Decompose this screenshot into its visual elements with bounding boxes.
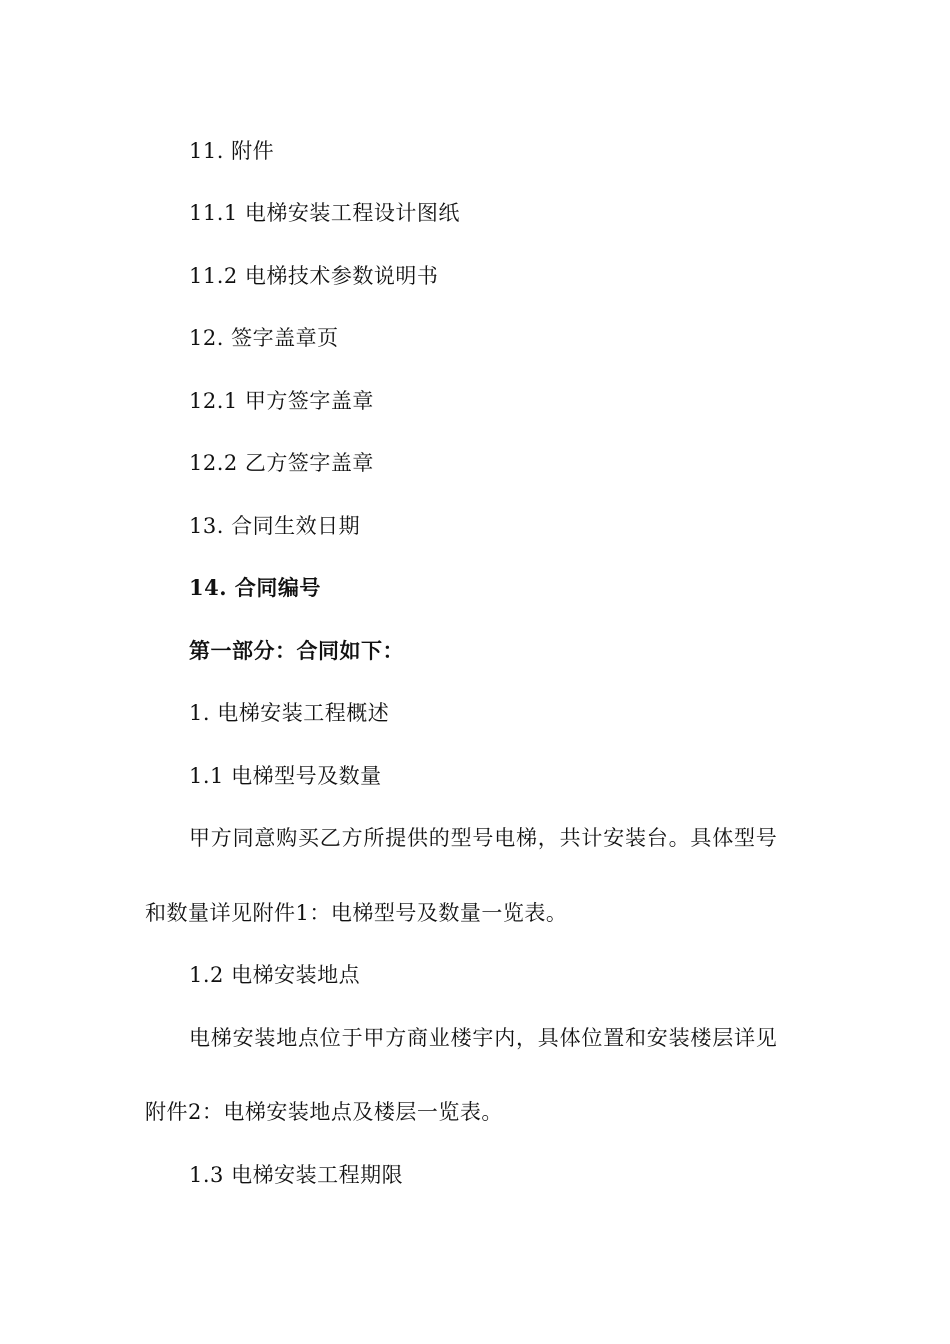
heading-effective-date: 13. 合同生效日期 <box>189 514 361 538</box>
heading-project-period: 1.3 电梯安装工程期限 <box>189 1163 404 1187</box>
paragraph-location-line1: 电梯安装地点位于甲方商业楼宇内，具体位置和安装楼层详见 <box>189 1026 778 1050</box>
heading-attachments: 11. 附件 <box>189 139 275 163</box>
item-party-a-signature: 12.1 甲方签字盖章 <box>189 389 374 413</box>
heading-install-location: 1.2 电梯安装地点 <box>189 963 361 987</box>
heading-signature-page: 12. 签字盖章页 <box>189 326 339 350</box>
item-party-b-signature: 12.2 乙方签字盖章 <box>189 451 374 475</box>
paragraph-model-quantity-line1: 甲方同意购买乙方所提供的型号电梯，共计安装台。具体型号 <box>189 826 778 850</box>
heading-model-quantity: 1.1 电梯型号及数量 <box>189 764 382 788</box>
heading-contract-number: 14. 合同编号 <box>189 575 321 600</box>
item-design-drawings: 11.1 电梯安装工程设计图纸 <box>189 201 460 225</box>
paragraph-model-quantity-line2: 和数量详见附件1：电梯型号及数量一览表。 <box>145 901 568 925</box>
section-part-one: 第一部分：合同如下： <box>189 638 404 663</box>
item-tech-specs: 11.2 电梯技术参数说明书 <box>189 264 439 288</box>
paragraph-location-line2: 附件2：电梯安装地点及楼层一览表。 <box>145 1100 503 1124</box>
heading-overview: 1. 电梯安装工程概述 <box>189 701 390 725</box>
